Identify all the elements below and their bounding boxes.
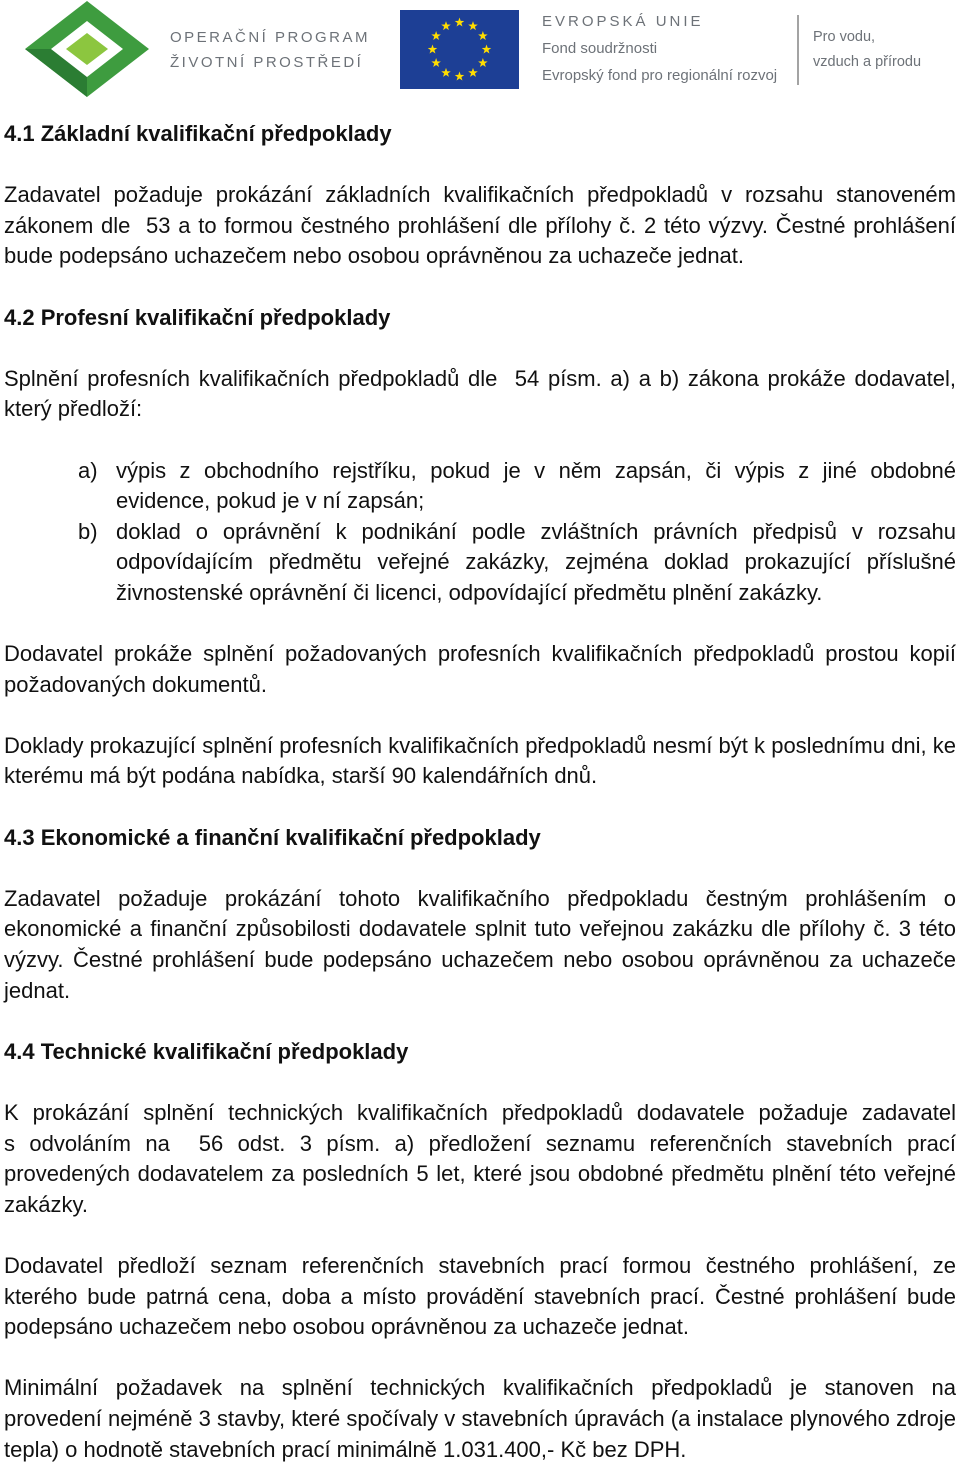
eu-fund-cohesion: Fond soudržnosti [542,40,658,57]
op-program-title: OPERAČNÍ PROGRAM [170,29,371,46]
document-body [4,119,956,1465]
header-divider [797,15,799,85]
list-item [4,456,956,517]
list-marker: a) [78,457,98,483]
list-item-text: výpis z obchodního rejstříku, pokud je v něm zapsán, či výpis z jiné obdobné evidence, pokud je v ní zapsán; [116,457,956,514]
section-4-3 [4,823,956,1007]
section-4-2 [4,303,956,793]
paragraph: Dodavatel předloží seznam referenčních stavebních prací formou čestného prohlášení, ze kterého bude patrná cena, doba a místo provádění stavebních prací. Čestné prohlášení bude podepsáno uchazečem nebo osobou oprávněnou za uchazeče jednat. [4,1252,956,1340]
section-4-1 [4,119,956,272]
section-heading: 4.2 Profesní kvalifikační předpoklady [4,304,391,330]
list-item [4,517,956,609]
section-4-4 [4,1037,956,1465]
paragraph: Doklady prokazující splnění profesních kvalifikačních předpokladů nesmí být k poslednímu dni, ke kterému má být podána nabídka, starší 90 kalendářních dnů. [4,732,956,789]
op-zivotni-prostredi-logo-icon [24,0,150,98]
op-program-subtitle: ŽIVOTNÍ PROSTŘEDÍ [170,54,364,71]
paragraph: Zadavatel požaduje prokázání tohoto kvalifikačního předpokladu čestným prohlášením o ekonomické a finanční způsobilosti dodavatele splnit tuto veřejnou zakázku dle přílohy č. 3 této výzvy. Čestné prohlášení bude podepsáno uchazečem nebo osobou oprávněnou za uchazeče jednat. [4,885,956,1003]
paragraph: K prokázání splnění technických kvalifikačních předpokladů dodavatele požaduje zadavatel s odvoláním na 56 odst. 3 písm. a) předložení seznamu referenčních stavebních prací provedených dodavatelem za posledních 5 let, které jsou obdobné předmětu plnění této veřejné zakázky. [4,1100,956,1217]
section-heading: 4.4 Technické kvalifikační předpoklady [4,1038,409,1064]
section-heading: 4.1 Základní kvalifikační předpoklady [4,121,392,146]
eu-title: EVROPSKÁ UNIE [542,13,704,30]
slogan-line-2: vzduch a přírodu [813,54,922,70]
slogan-line-1: Pro vodu, [813,29,876,45]
paragraph: Dodavatel prokáže splnění požadovaných profesních kvalifikačních předpokladů prostou kopií požadovaných dokumentů. [4,641,956,697]
paragraph: Minimální požadavek na splnění technických kvalifikačních předpokladů je stanoven na provedení nejméně 3 stavby, které spočívaly v stavebních úpravách (a instalace plynového zdroje tepla) o hodnotě stavebních prací minimálně 1.031.400,- Kč bez DPH. [4,1375,956,1462]
requirements-list [4,456,956,609]
list-marker: b) [78,518,98,544]
paragraph: Zadavatel požaduje prokázání základních kvalifikačních předpokladů v rozsahu stanoveném zákonem dle 53 a to formou čestného prohlášení dle přílohy č. 2 této výzvy. Čestné prohlášení bude podepsáno uchazečem nebo osobou oprávněnou za uchazeče jednat. [4,182,956,269]
paragraph-intro: Splnění profesních kvalifikačních předpokladů dle 54 písm. a) a b) zákona prokáže dodavatel, který předloží: [4,365,956,422]
eu-flag-icon [400,10,519,89]
section-heading: 4.3 Ekonomické a finanční kvalifikační předpoklady [4,824,541,850]
logo-header [0,0,960,100]
list-item-text: doklad o oprávnění k podnikání podle zvláštních právních předpisů v rozsahu odpovídajícím předmětu veřejné zakázky, zejména doklad prokazující příslušné živnostenské oprávnění či licenci, odpovídající předmětu plnění zakázky. [116,518,956,605]
eu-fund-regional: Evropský fond pro regionální rozvoj [542,67,778,84]
